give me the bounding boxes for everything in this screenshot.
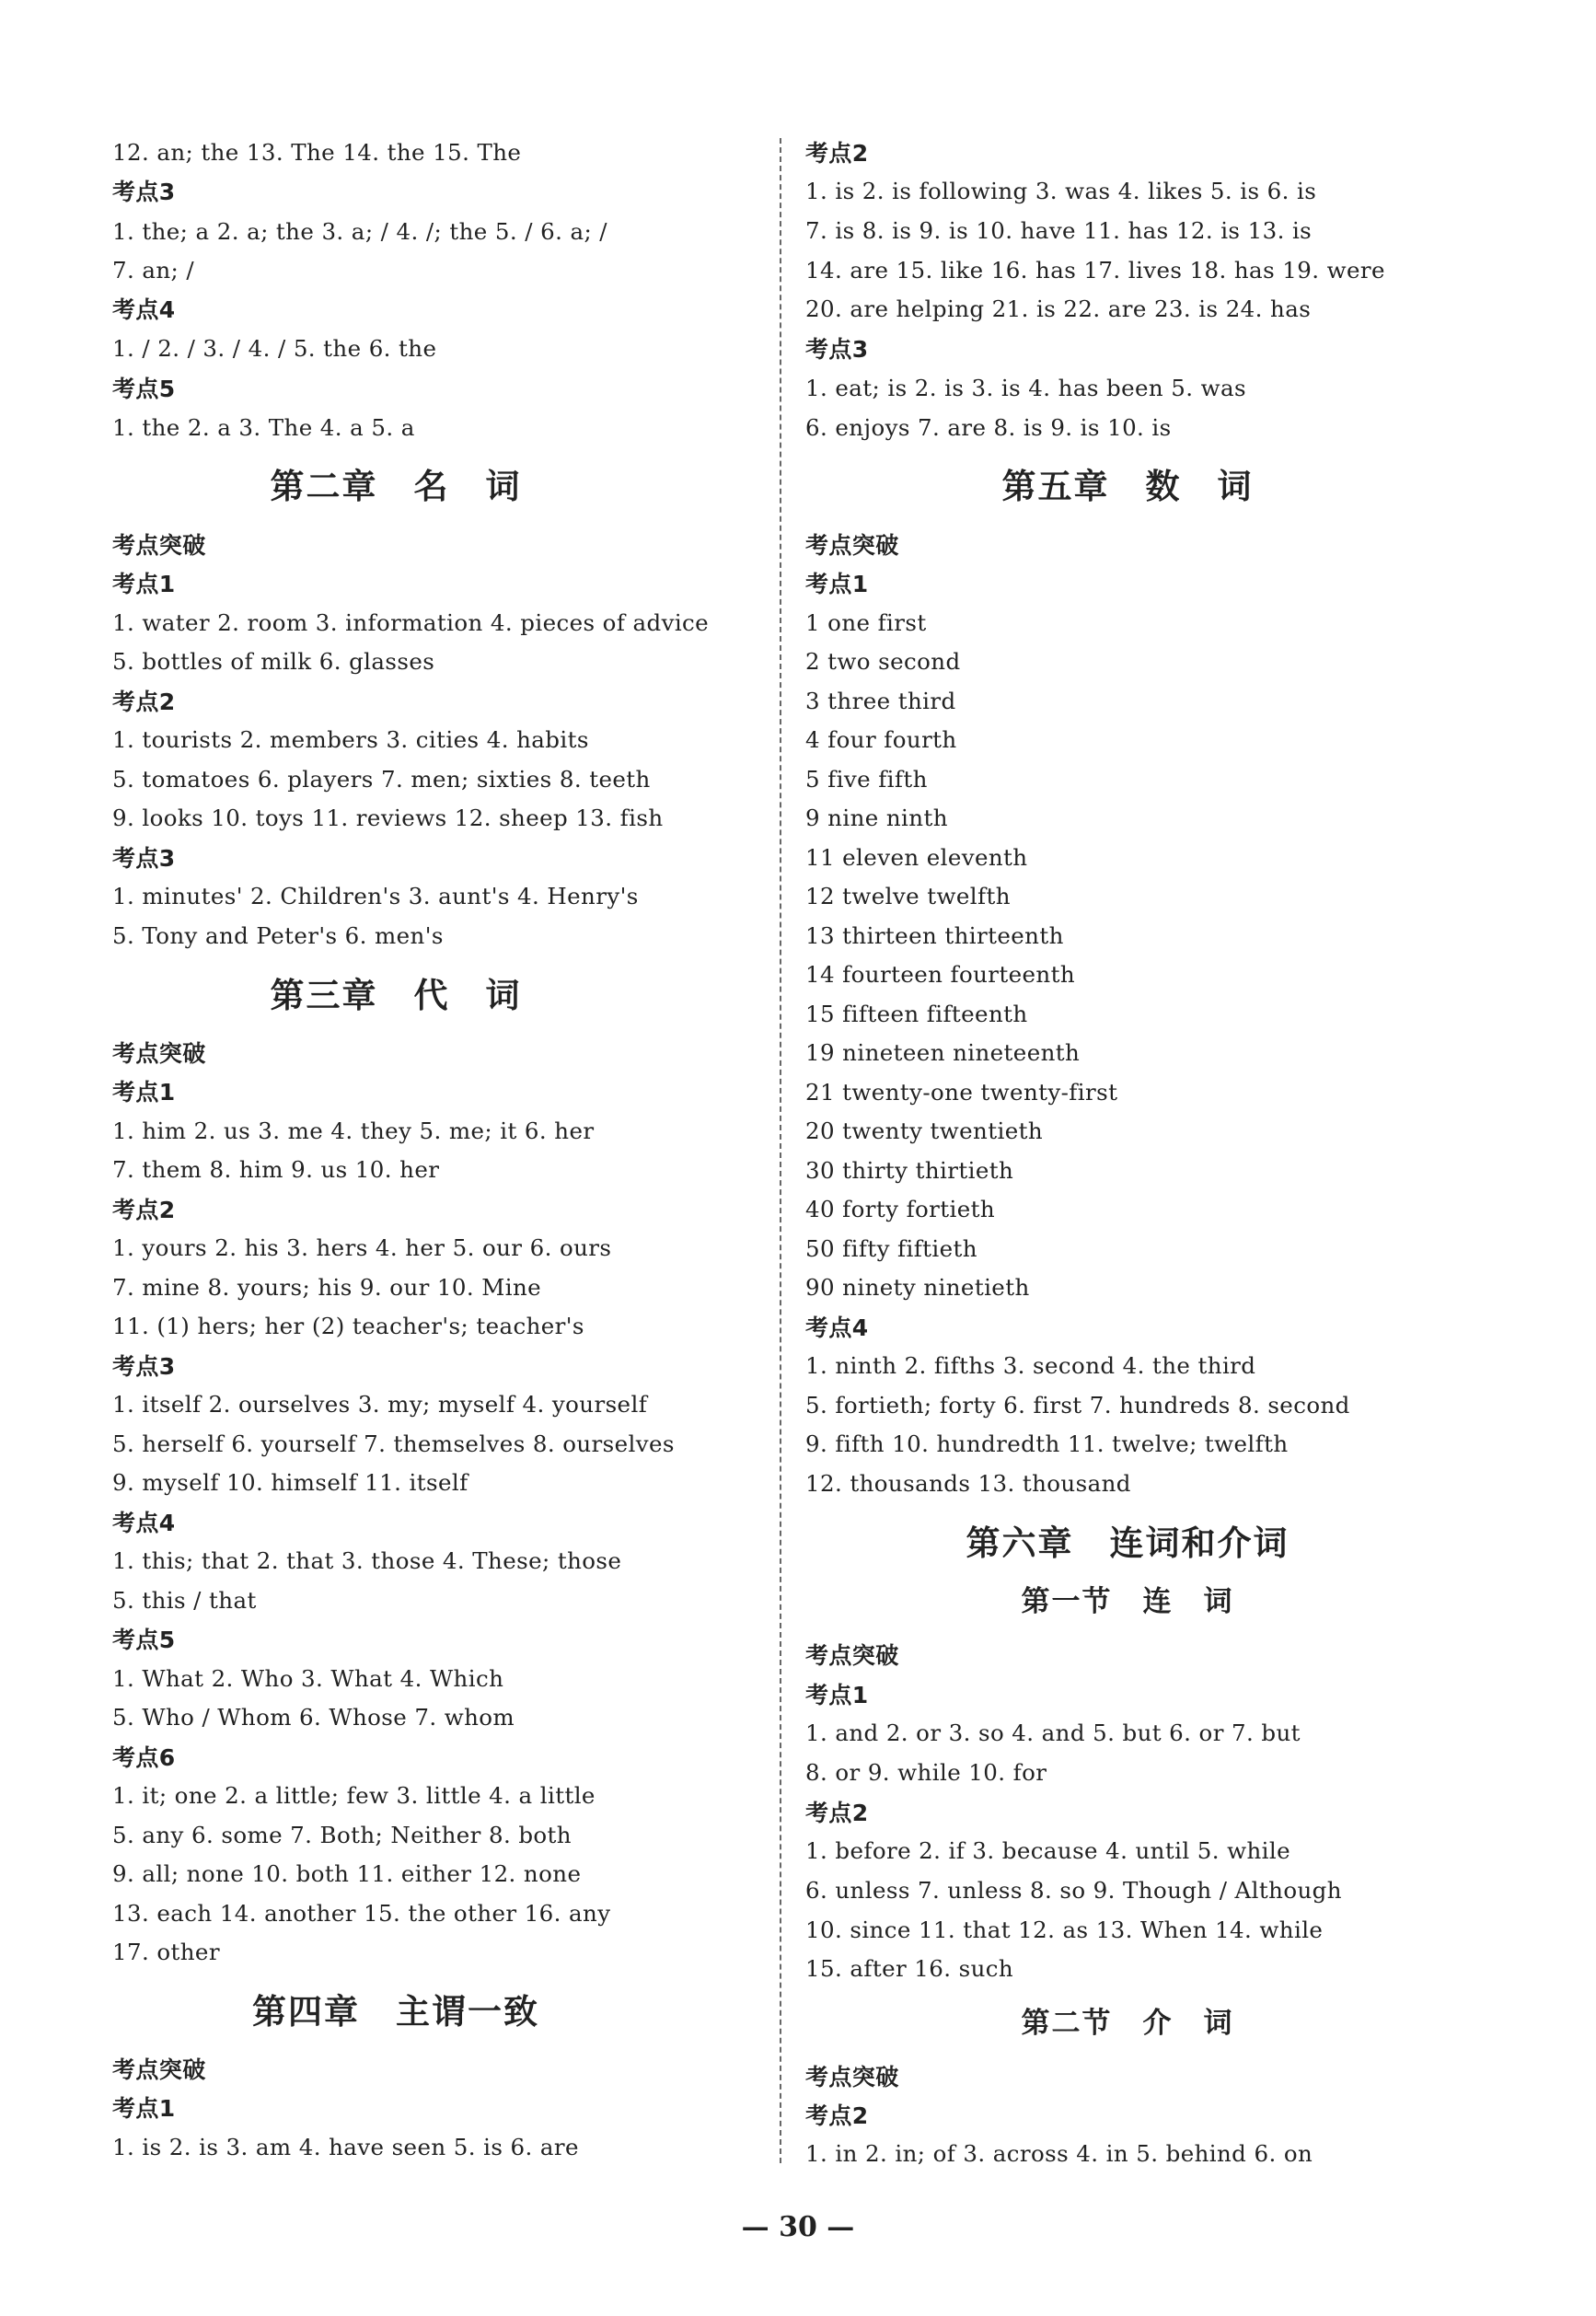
answer-line: 9. fifth 10. hundredth 11. twelve; twelfth <box>805 1430 1289 1457</box>
topic-label: 考点4 <box>112 1510 176 1536</box>
answer-line: 11 eleven eleventh <box>805 844 1028 871</box>
answer-line: 1. and 2. or 3. so 4. and 5. but 6. or 7. but <box>805 1720 1301 1746</box>
topic-label: 考点1 <box>112 1079 176 1106</box>
answer-line: 1. in 2. in; of 3. across 4. in 5. behind 6. on <box>805 2140 1313 2167</box>
answer-line: 15. after 16. such <box>805 1955 1014 1982</box>
answer-line: 7. an; / <box>112 257 195 284</box>
answer-line: 9. looks 10. toys 11. reviews 12. sheep 13. fish <box>112 805 664 831</box>
answer-line: 1. before 2. if 3. because 4. until 5. while <box>805 1837 1291 1864</box>
answer-line: 5. fortieth; forty 6. first 7. hundreds 8. second <box>805 1392 1350 1419</box>
answer-line: 5. herself 6. yourself 7. themselves 8. ourselves <box>112 1430 675 1457</box>
answer-line: 15 fifteen fifteenth <box>805 1001 1028 1027</box>
answer-line: 90 ninety ninetieth <box>805 1274 1030 1301</box>
topic-label: 考点3 <box>805 336 869 363</box>
topic-label: 考点4 <box>112 296 176 323</box>
answer-line: 12. thousands 13. thousand <box>805 1470 1131 1497</box>
topic-label: 考点2 <box>112 1197 176 1223</box>
answer-line: 19 nineteen nineteenth <box>805 1039 1081 1066</box>
topic-label: 考点突破 <box>805 1642 899 1669</box>
answer-line: 14. are 15. like 16. has 17. lives 18. has 19. were <box>805 257 1385 284</box>
answer-line: 1. yours 2. his 3. hers 4. her 5. our 6. ours <box>112 1234 612 1261</box>
answer-line: 12 twelve twelfth <box>805 883 1011 909</box>
answer-line: 17. other <box>112 1939 220 1965</box>
answer-line: 9. all; none 10. both 11. either 12. none <box>112 1860 582 1887</box>
answer-line: 1. eat; is 2. is 3. is 4. has been 5. was <box>805 375 1246 401</box>
answer-line: 8. or 9. while 10. for <box>805 1759 1047 1786</box>
answer-line: 13. each 14. another 15. the other 16. any <box>112 1900 611 1927</box>
topic-label: 考点突破 <box>805 2064 899 2090</box>
answer-line: 21 twenty-one twenty-first <box>805 1079 1118 1106</box>
answer-line: 5. any 6. some 7. Both; Neither 8. both <box>112 1822 572 1848</box>
answer-line: 9. myself 10. himself 11. itself <box>112 1469 468 1496</box>
answer-line: 6. enjoys 7. are 8. is 9. is 10. is <box>805 414 1172 441</box>
topic-label: 考点突破 <box>805 532 899 559</box>
answer-line: 2 two second <box>805 648 961 675</box>
topic-label: 考点2 <box>805 140 869 167</box>
topic-label: 考点6 <box>112 1744 176 1771</box>
answer-line: 1. ninth 2. fifths 3. second 4. the third <box>805 1352 1256 1379</box>
answer-line: 4 four fourth <box>805 726 957 753</box>
topic-label: 考点1 <box>112 2095 176 2122</box>
answer-line: 1. the; a 2. a; the 3. a; / 4. /; the 5. / 6. a; / <box>112 218 607 245</box>
answer-line: 5. bottles of milk 6. glasses <box>112 648 435 675</box>
answer-line: 12. an; the 13. The 14. the 15. The <box>112 139 522 166</box>
answer-line: 1. this; that 2. that 3. those 4. These; those <box>112 1547 622 1574</box>
answer-line: 7. them 8. him 9. us 10. her <box>112 1156 440 1183</box>
answer-line: 6. unless 7. unless 8. so 9. Though / Although <box>805 1877 1342 1904</box>
answer-line: 1. / 2. / 3. / 4. / 5. the 6. the <box>112 335 437 362</box>
topic-label: 考点3 <box>112 1353 176 1380</box>
answer-line: 1. him 2. us 3. me 4. they 5. me; it 6. her <box>112 1117 595 1144</box>
answer-line: 9 nine ninth <box>805 805 948 831</box>
chapter-heading: 第二章 名 词 <box>270 466 522 506</box>
topic-label: 考点2 <box>112 689 176 715</box>
chapter-heading: 第四章 主谓一致 <box>252 1991 539 2032</box>
topic-label: 考点1 <box>112 571 176 597</box>
topic-label: 考点3 <box>112 179 176 205</box>
answer-line: 20 twenty twentieth <box>805 1117 1044 1144</box>
answer-line: 14 fourteen fourteenth <box>805 961 1076 988</box>
chapter-heading: 第六章 连词和介词 <box>966 1523 1290 1563</box>
topic-label: 考点1 <box>805 1682 869 1708</box>
answer-line: 3 three third <box>805 688 956 714</box>
answer-line: 5. this / that <box>112 1587 257 1614</box>
answer-line: 5. Who / Whom 6. Whose 7. whom <box>112 1704 515 1731</box>
section-heading: 第二节 介 词 <box>1021 2007 1234 2040</box>
section-heading: 第一节 连 词 <box>1021 1585 1234 1618</box>
answer-line: 5. Tony and Peter's 6. men's <box>112 922 444 949</box>
answer-line: 5 five fifth <box>805 766 928 793</box>
topic-label: 考点5 <box>112 1627 176 1653</box>
topic-label: 考点突破 <box>112 2056 206 2083</box>
topic-label: 考点突破 <box>112 1040 206 1067</box>
answer-line: 11. (1) hers; her (2) teacher's; teacher's <box>112 1313 584 1339</box>
answer-line: 1. the 2. a 3. The 4. a 5. a <box>112 414 415 441</box>
chapter-heading: 第五章 数 词 <box>1001 466 1254 506</box>
topic-label: 考点2 <box>805 2102 869 2129</box>
answer-line: 1 one first <box>805 609 927 636</box>
answer-line: 1. What 2. Who 3. What 4. Which <box>112 1665 504 1692</box>
answer-line: 1. water 2. room 3. information 4. pieces of advice <box>112 609 710 636</box>
answer-line: 1. minutes' 2. Children's 3. aunt's 4. Henry's <box>112 883 639 909</box>
topic-label: 考点突破 <box>112 532 206 559</box>
chapter-heading: 第三章 代 词 <box>270 975 522 1015</box>
answer-line: 1. it; one 2. a little; few 3. little 4. a little <box>112 1782 596 1809</box>
answer-line: 40 forty fortieth <box>805 1196 996 1222</box>
answer-line: 7. mine 8. yours; his 9. our 10. Mine <box>112 1274 542 1301</box>
topic-label: 考点3 <box>112 845 176 872</box>
answer-line: 1. tourists 2. members 3. cities 4. habits <box>112 726 589 753</box>
answer-line: 13 thirteen thirteenth <box>805 922 1064 949</box>
answer-line: 1. is 2. is following 3. was 4. likes 5. is 6. is <box>805 178 1317 204</box>
answer-line: 7. is 8. is 9. is 10. have 11. has 12. is 13. is <box>805 217 1313 244</box>
answer-line: 5. tomatoes 6. players 7. men; sixties 8. teeth <box>112 766 651 793</box>
topic-label: 考点1 <box>805 571 869 597</box>
column-divider <box>780 138 781 2163</box>
answer-line: 1. itself 2. ourselves 3. my; myself 4. yourself <box>112 1391 648 1418</box>
answer-line: 20. are helping 21. is 22. are 23. is 24. has <box>805 295 1312 322</box>
page-number: — 30 — <box>741 2211 855 2243</box>
answer-line: 1. is 2. is 3. am 4. have seen 5. is 6. are <box>112 2134 579 2160</box>
answer-line: 10. since 11. that 12. as 13. When 14. while <box>805 1916 1324 1943</box>
topic-label: 考点5 <box>112 376 176 402</box>
answer-line: 50 fifty fiftieth <box>805 1235 977 1262</box>
topic-label: 考点2 <box>805 1800 869 1826</box>
answer-line: 30 thirty thirtieth <box>805 1157 1014 1184</box>
topic-label: 考点4 <box>805 1314 869 1341</box>
